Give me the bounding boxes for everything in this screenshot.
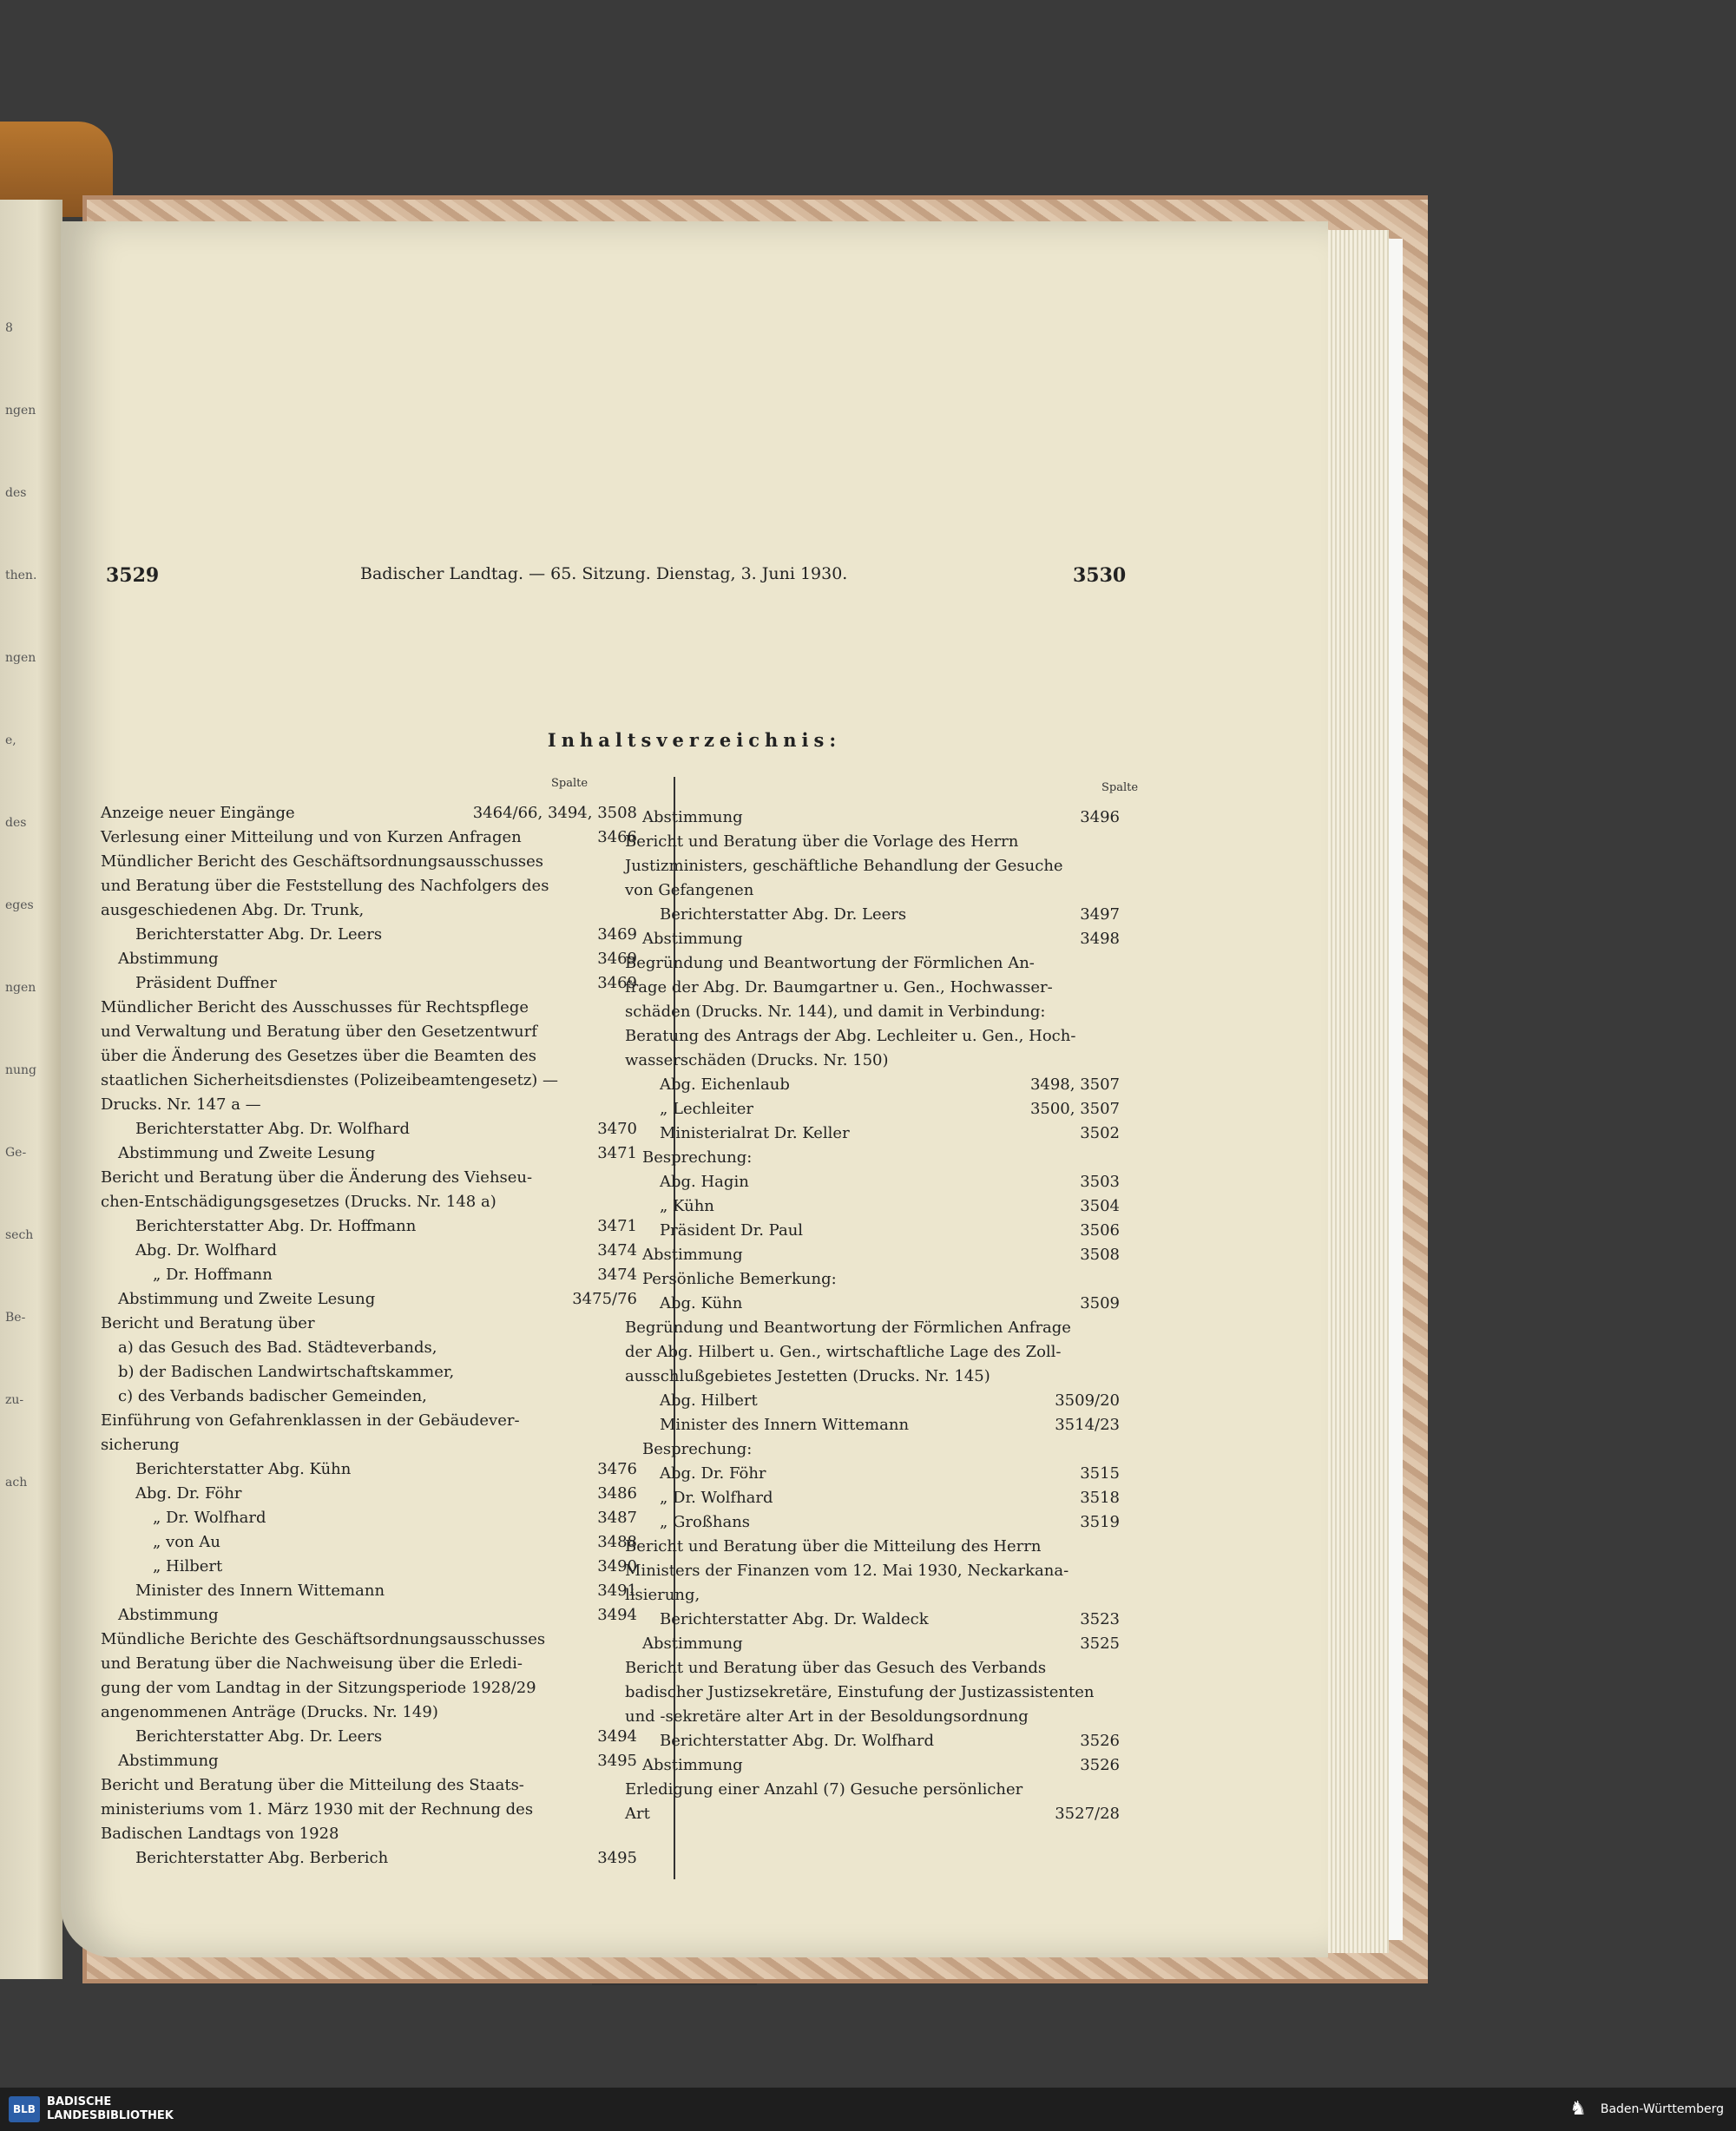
toc-entry-text: Berichterstatter Abg. Dr. Hoffmann [135, 1217, 417, 1235]
toc-entry-text: schäden (Drucks. Nr. 144), und damit in Verbindung: [625, 1003, 1046, 1021]
toc-entry [625, 976, 1120, 1000]
toc-entry [625, 1802, 1120, 1826]
toc-entry-text: Abg. Dr. Föhr [135, 1484, 242, 1503]
toc-entry-text: Abg. Eichenlaub [660, 1075, 790, 1094]
toc-entry-text: Präsident Dr. Paul [660, 1221, 804, 1240]
toc-entry [101, 1214, 637, 1239]
toc-entry [101, 1384, 637, 1409]
toc-entry [101, 1822, 637, 1846]
state-crest-icon: ♞ [1569, 2098, 1587, 2120]
toc-entry-column-ref: 3471 [597, 1144, 637, 1162]
toc-entry-text: Beratung des Antrags der Abg. Lechleiter u. Gen., Hoch- [625, 1027, 1076, 1045]
toc-entry-text: Abstimmung und Zweite Lesung [118, 1290, 376, 1308]
toc-entry-column-ref: 3519 [1080, 1513, 1120, 1531]
toc-entry-text: Anzeige neuer Eingänge [101, 804, 295, 822]
toc-entry-text: und -sekretäre alter Art in der Besoldungsordnung [625, 1707, 1029, 1726]
toc-entry [101, 898, 637, 923]
left-page-fragment: Ge- [5, 1146, 27, 1160]
toc-entry [625, 1365, 1120, 1389]
toc-entry [101, 1652, 637, 1676]
toc-entry-text: Abstimmung [642, 1246, 743, 1264]
toc-entry-text: sicherung [101, 1436, 180, 1454]
toc-entry-column-ref: 3464/66, 3494, 3508 [472, 804, 637, 822]
toc-entry-column-ref: 3498 [1080, 930, 1120, 948]
toc-entry [625, 1170, 1120, 1194]
end-rule [592, 1983, 757, 1985]
toc-entry-text: „ Lechleiter [660, 1100, 753, 1118]
toc-entry [625, 1219, 1120, 1243]
toc-entry [101, 801, 637, 825]
left-page-fragment: sech [5, 1228, 34, 1242]
toc-entry [101, 971, 637, 996]
toc-entry-column-ref: 3523 [1080, 1610, 1120, 1628]
toc-entry-column-ref: 3469 [597, 950, 637, 968]
toc-entry-text: „ von Au [153, 1533, 220, 1551]
left-page-fragment: eges [5, 898, 34, 912]
toc-entry [625, 1705, 1120, 1729]
toc-entry [625, 1097, 1120, 1121]
left-page-fragment: e, [5, 733, 16, 747]
toc-entry [625, 1413, 1120, 1437]
toc-entry-text: Abg. Hagin [660, 1173, 749, 1191]
toc-entry [625, 1049, 1120, 1073]
toc-entry [625, 1267, 1120, 1292]
toc-entry [101, 1166, 637, 1190]
toc-entry-text: Abstimmung [118, 1606, 219, 1624]
toc-entry-text: Bericht und Beratung über die Mitteilung des Herrn [625, 1537, 1042, 1555]
toc-entry [101, 825, 637, 850]
toc-entry-text: „ Kühn [660, 1197, 714, 1215]
toc-entry-column-ref: 3495 [597, 1752, 637, 1770]
toc-entry-text: gung der vom Landtag in der Sitzungsperiode 1928/29 [101, 1679, 536, 1697]
toc-entry-text: Besprechung: [642, 1148, 753, 1167]
toc-entry [625, 1729, 1120, 1753]
toc-entry [101, 1773, 637, 1798]
running-title: Badischer Landtag. — 65. Sitzung. Dienstag, 3. Juni 1930. [360, 564, 848, 583]
toc-entry [101, 1020, 637, 1044]
toc-entry-column-ref: 3525 [1080, 1634, 1120, 1653]
toc-entry-text: Berichterstatter Abg. Dr. Wolfhard [660, 1732, 935, 1750]
toc-entry-column-ref: 3469 [597, 925, 637, 944]
toc-entry-text: Bericht und Beratung über die Änderung des Viehseu- [101, 1168, 533, 1187]
toc-entry [101, 1433, 637, 1457]
toc-entry-column-ref: 3474 [597, 1241, 637, 1260]
toc-entry [625, 927, 1120, 951]
toc-entry [101, 1312, 637, 1336]
toc-entry [625, 1753, 1120, 1778]
bw-name[interactable]: Baden-Württemberg [1600, 2102, 1724, 2116]
viewer-footer [0, 2088, 1736, 2131]
toc-entry [101, 1749, 637, 1773]
toc-entry-column-ref: 3487 [597, 1509, 637, 1527]
toc-entry [625, 1608, 1120, 1632]
toc-entry [625, 1000, 1120, 1024]
toc-entry [101, 1044, 637, 1069]
toc-entry-text: „ Hilbert [153, 1557, 223, 1575]
left-page-fragment: 8 [5, 321, 13, 335]
toc-entry [625, 903, 1120, 927]
toc-entry-text: Ministers der Finanzen vom 12. Mai 1930, Neckarkana- [625, 1562, 1069, 1580]
toc-entry [101, 1190, 637, 1214]
toc-entry-text: a) das Gesuch des Bad. Städteverbands, [118, 1338, 437, 1357]
toc-entry-column-ref: 3527/28 [1055, 1805, 1120, 1823]
left-page-fragment: des [5, 486, 27, 500]
toc-entry-text: Präsident Duffner [135, 974, 277, 992]
toc-entry [625, 1340, 1120, 1365]
toc-entry-column-ref: 3495 [597, 1849, 637, 1867]
toc-entry-text: Abg. Kühn [660, 1294, 743, 1312]
toc-entry-text: Berichterstatter Abg. Dr. Leers [135, 925, 383, 944]
toc-entry [625, 1073, 1120, 1097]
toc-entry-text: „ Großhans [660, 1513, 751, 1531]
toc-entry-column-ref: 3503 [1080, 1173, 1120, 1191]
blb-name-line1: BADISCHE [47, 2095, 112, 2108]
toc-entry [625, 830, 1120, 854]
toc-entry-text: „ Dr. Hoffmann [153, 1266, 273, 1284]
toc-entry [625, 1194, 1120, 1219]
toc-entry [625, 1389, 1120, 1413]
toc-entry [101, 1603, 637, 1628]
left-page-edge [0, 200, 62, 1979]
toc-entry-text: lisierung, [625, 1586, 700, 1604]
toc-entry-column-ref: 3470 [597, 1120, 637, 1138]
page-stack-edge [1328, 230, 1389, 1953]
toc-entry-text: Minister des Innern Wittemann [135, 1582, 385, 1600]
toc-entry-column-ref: 3494 [597, 1727, 637, 1746]
toc-left-column [101, 801, 637, 1871]
toc-entry-text: Berichterstatter Abg. Dr. Leers [135, 1727, 383, 1746]
toc-entry [625, 1778, 1120, 1802]
right-page-number: 3530 [1073, 564, 1127, 587]
toc-entry [625, 878, 1120, 903]
toc-entry-column-ref: 3497 [1080, 905, 1120, 924]
toc-entry [625, 1462, 1120, 1486]
toc-entry-text: Einführung von Gefahrenklassen in der Gebäudever- [101, 1411, 520, 1430]
toc-entry-text: und Beratung über die Feststellung des Nachfolgers des [101, 877, 549, 895]
toc-entry [101, 1676, 637, 1700]
left-page-fragment: ach [5, 1476, 28, 1490]
toc-entry-text: c) des Verbands badischer Gemeinden, [118, 1387, 427, 1405]
toc-entry-column-ref: 3515 [1080, 1464, 1120, 1483]
toc-entry-text: Berichterstatter Abg. Dr. Wolfhard [135, 1120, 411, 1138]
left-page-fragment: ngen [5, 651, 36, 665]
toc-entry-text: Berichterstatter Abg. Dr. Leers [660, 905, 907, 924]
toc-entry [101, 1846, 637, 1871]
toc-entry-text: Abstimmung und Zweite Lesung [118, 1144, 376, 1162]
toc-entry-text: Mündlicher Bericht des Ausschusses für Rechtspflege [101, 998, 529, 1016]
toc-entry [101, 1482, 637, 1506]
toc-entry-text: ausgeschiedenen Abg. Dr. Trunk, [101, 901, 365, 919]
toc-entry-column-ref: 3502 [1080, 1124, 1120, 1142]
blb-name[interactable] [47, 2095, 174, 2123]
toc-entry-text: Ministerialrat Dr. Keller [660, 1124, 850, 1142]
toc-entry-column-ref: 3518 [1080, 1489, 1120, 1507]
toc-entry-text: Mündliche Berichte des Geschäftsordnungsausschusses [101, 1630, 546, 1648]
toc-entry [101, 1360, 637, 1384]
toc-entry [625, 1024, 1120, 1049]
page-title: Inhaltsverzeichnis: [547, 729, 842, 751]
toc-entry-text: und Verwaltung und Beratung über den Gesetzentwurf [101, 1023, 537, 1041]
toc-entry [625, 951, 1120, 976]
toc-entry [625, 1510, 1120, 1535]
toc-entry-text: „ Dr. Wolfhard [660, 1489, 773, 1507]
toc-entry-text: über die Änderung des Gesetzes über die Beamten des [101, 1047, 536, 1065]
toc-entry [625, 806, 1120, 830]
toc-entry-text: Abg. Dr. Föhr [660, 1464, 766, 1483]
toc-entry-column-ref: 3488 [597, 1533, 637, 1551]
toc-entry-text: Besprechung: [642, 1440, 753, 1458]
toc-entry [101, 1798, 637, 1822]
toc-entry-column-ref: 3486 [597, 1484, 637, 1503]
toc-entry-column-ref: 3504 [1080, 1197, 1120, 1215]
toc-entry-text: Abstimmung [118, 950, 219, 968]
toc-entry-text: angenommenen Anträge (Drucks. Nr. 149) [101, 1703, 438, 1721]
column-label-right: Spalte [1101, 781, 1139, 794]
left-page-fragment: des [5, 816, 27, 830]
toc-entry [625, 1559, 1120, 1583]
toc-entry [625, 1583, 1120, 1608]
toc-entry-column-ref: 3476 [597, 1460, 637, 1478]
toc-entry-text: b) der Badischen Landwirtschaftskammer, [118, 1363, 455, 1381]
toc-entry [625, 1146, 1120, 1170]
toc-entry-text: Berichterstatter Abg. Dr. Waldeck [660, 1610, 929, 1628]
toc-entry [101, 1069, 637, 1093]
toc-entry-column-ref: 3490 [597, 1557, 637, 1575]
document-page [61, 221, 1328, 1957]
toc-entry-text: Abg. Hilbert [660, 1391, 758, 1410]
toc-entry [101, 1239, 637, 1263]
toc-entry-text: Abg. Dr. Wolfhard [135, 1241, 277, 1260]
toc-entry [101, 1409, 637, 1433]
toc-entry-column-ref: 3498, 3507 [1029, 1075, 1120, 1094]
toc-entry [101, 996, 637, 1020]
toc-entry-column-ref: 3526 [1080, 1756, 1120, 1774]
toc-entry-text: wasserschäden (Drucks. Nr. 150) [625, 1051, 889, 1069]
column-label-left: Spalte [551, 777, 589, 790]
toc-entry [101, 850, 637, 874]
left-page-fragment: zu- [5, 1393, 24, 1407]
toc-entry-column-ref: 3474 [597, 1266, 637, 1284]
toc-entry [625, 1486, 1120, 1510]
toc-entry-text: Minister des Innern Wittemann [660, 1416, 910, 1434]
toc-entry-column-ref: 3514/23 [1055, 1416, 1120, 1434]
toc-entry [625, 1632, 1120, 1656]
toc-entry [625, 1437, 1120, 1462]
toc-entry-text: Mündlicher Bericht des Geschäftsordnungsausschusses [101, 852, 544, 871]
toc-entry-column-ref: 3491 [597, 1582, 637, 1600]
toc-entry-column-ref: 3526 [1080, 1732, 1120, 1750]
toc-entry [101, 1457, 637, 1482]
toc-entry [625, 1316, 1120, 1340]
toc-entry-text: chen-Entschädigungsgesetzes (Drucks. Nr. 148 a) [101, 1193, 496, 1211]
toc-entry-text: Begründung und Beantwortung der Förmlichen Anfrage [625, 1319, 1071, 1337]
toc-entry-text: Abstimmung [118, 1752, 219, 1770]
toc-entry [101, 1506, 637, 1530]
toc-entry [101, 1555, 637, 1579]
toc-entry-column-ref: 3494 [597, 1606, 637, 1624]
toc-entry-column-ref: 3500, 3507 [1029, 1100, 1120, 1118]
toc-entry [101, 1628, 637, 1652]
toc-entry [625, 1535, 1120, 1559]
left-page-fragment: Be- [5, 1311, 26, 1325]
toc-entry [101, 1117, 637, 1141]
toc-entry-column-ref: 3466 [597, 828, 637, 846]
toc-entry [101, 1287, 637, 1312]
toc-entry-text: Bericht und Beratung über die Mitteilung des Staats- [101, 1776, 524, 1794]
toc-entry-text: badischer Justizsekretäre, Einstufung der Justizassistenten [625, 1683, 1095, 1701]
toc-entry [625, 1680, 1120, 1705]
toc-entry-column-ref: 3506 [1080, 1221, 1120, 1240]
toc-entry-text: Persönliche Bemerkung: [642, 1270, 837, 1288]
page-white-edge [1389, 239, 1403, 1940]
toc-entry [101, 1530, 637, 1555]
toc-entry-text: und Beratung über die Nachweisung über die Erledi- [101, 1654, 523, 1673]
toc-entry-text: Berichterstatter Abg. Kühn [135, 1460, 352, 1478]
toc-entry [101, 874, 637, 898]
toc-entry [625, 1121, 1120, 1146]
toc-entry-column-ref: 3475/76 [572, 1290, 637, 1308]
toc-entry-text: Justizministers, geschäftliche Behandlung der Gesuche [625, 857, 1063, 875]
toc-entry-text: Abstimmung [642, 808, 743, 826]
toc-entry [101, 1336, 637, 1360]
toc-entry [625, 1656, 1120, 1680]
toc-entry-text: ministeriums vom 1. März 1930 mit der Rechnung des [101, 1800, 534, 1819]
toc-entry-text: Badischen Landtags von 1928 [101, 1825, 339, 1843]
left-page-fragment: ngen [5, 404, 36, 418]
left-page-fragment: ngen [5, 981, 36, 995]
left-page-number: 3529 [106, 564, 160, 587]
toc-entry-text: ausschlußgebietes Jestetten (Drucks. Nr. 145) [625, 1367, 990, 1385]
toc-entry-text: Begründung und Beantwortung der Förmlichen An- [625, 954, 1035, 972]
toc-entry [625, 1243, 1120, 1267]
toc-entry-text: „ Dr. Wolfhard [153, 1509, 266, 1527]
toc-entry [625, 854, 1120, 878]
left-page-fragment: nung [5, 1063, 37, 1077]
toc-entry-column-ref: 3469 [597, 974, 637, 992]
blb-logo[interactable]: BLB [9, 2096, 40, 2122]
toc-entry-text: von Gefangenen [625, 881, 754, 899]
toc-entry [101, 1093, 637, 1117]
toc-entry-text: Verlesung einer Mitteilung und von Kurzen Anfragen [101, 828, 522, 846]
toc-entry-text: Abstimmung [642, 1634, 743, 1653]
toc-entry [101, 1579, 637, 1603]
toc-entry [101, 1263, 637, 1287]
left-page-fragment: then. [5, 569, 37, 582]
blb-name-line2: LANDESBIBLIOTHEK [47, 2109, 174, 2122]
toc-entry-text: staatlichen Sicherheitsdienstes (Polizeibeamtengesetz) — [101, 1071, 559, 1089]
toc-entry-text: der Abg. Hilbert u. Gen., wirtschaftliche Lage des Zoll- [625, 1343, 1062, 1361]
toc-entry-column-ref: 3509/20 [1055, 1391, 1120, 1410]
toc-entry-text: Bericht und Beratung über das Gesuch des Verbands [625, 1659, 1047, 1677]
toc-entry [101, 1141, 637, 1166]
toc-entry-text: Drucks. Nr. 147 a — [101, 1095, 261, 1114]
toc-entry [101, 1700, 637, 1725]
toc-entry-text: Berichterstatter Abg. Berberich [135, 1849, 389, 1867]
toc-entry [625, 1292, 1120, 1316]
toc-entry-text: frage der Abg. Dr. Baumgartner u. Gen., Hochwasser- [625, 978, 1053, 996]
toc-right-column [625, 806, 1120, 1826]
toc-entry-column-ref: 3509 [1080, 1294, 1120, 1312]
toc-entry-text: Art [625, 1805, 650, 1823]
toc-entry [101, 1725, 637, 1749]
toc-entry-text: Bericht und Beratung über die Vorlage des Herrn [625, 832, 1019, 851]
toc-entry-column-ref: 3496 [1080, 808, 1120, 826]
toc-entry-column-ref: 3508 [1080, 1246, 1120, 1264]
toc-entry-text: Abstimmung [642, 1756, 743, 1774]
toc-entry [101, 923, 637, 947]
toc-entry-column-ref: 3471 [597, 1217, 637, 1235]
toc-entry-text: Bericht und Beratung über [101, 1314, 315, 1332]
toc-entry-text: Erledigung einer Anzahl (7) Gesuche persönlicher [625, 1780, 1023, 1799]
toc-entry-text: Abstimmung [642, 930, 743, 948]
toc-entry [101, 947, 637, 971]
